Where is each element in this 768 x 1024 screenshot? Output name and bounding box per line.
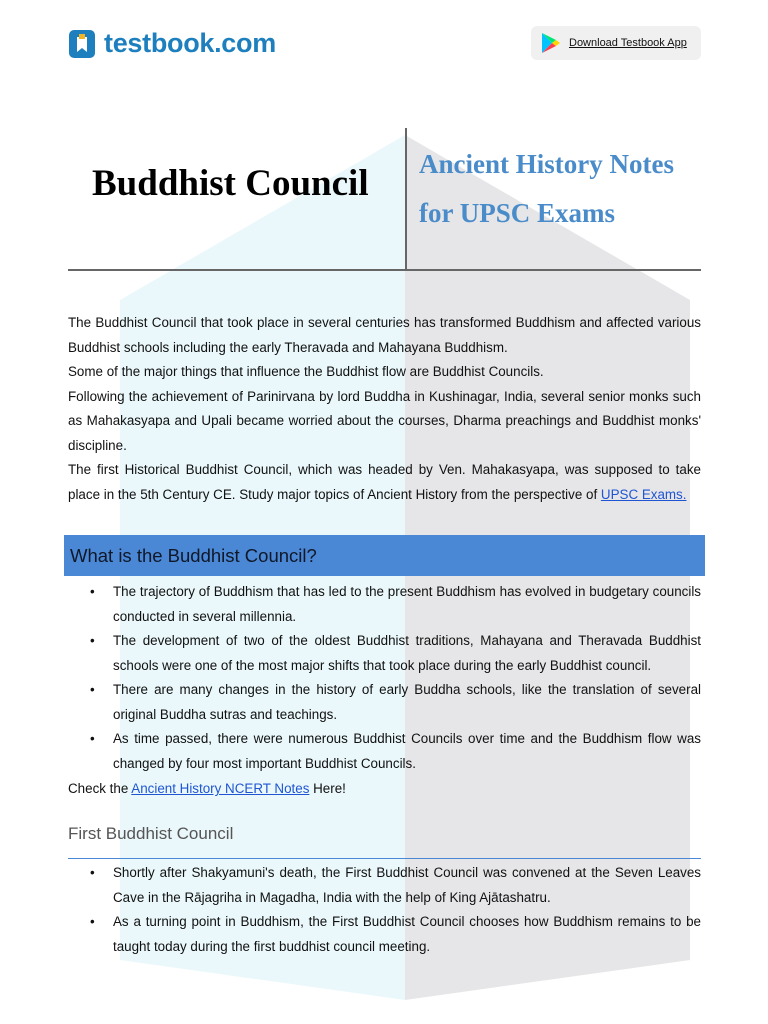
list-item [68,910,701,959]
list-item [68,629,701,678]
subtitle-line-2: for UPSC Exams [419,198,616,228]
list-item-text: The development of two of the oldest Buddhist traditions, Mahayana and Theravada Buddhist schools were one of the most major shifts that took place during the early Buddhist council. [113,633,701,673]
list-item-text: There are many changes in the history of early Buddha schools, like the translation of several original Buddha sutras and teachings. [113,682,701,722]
section2-bullet-list [68,861,701,959]
list-item [68,727,701,776]
logo-text: testbook.com [104,28,276,58]
list-item-text: As time passed, there were numerous Buddhist Councils over time and the Buddhism flow was changed by four most important Buddhist Councils. [113,731,701,771]
intro-paragraph-3: Following the achievement of Parinirvana by lord Buddha in Kushinagar, India, several senior monks such as Mahakasyapa and Upali became worried about the courses, Dharma preachings and Buddhist monks' discipline. [68,388,701,453]
intro-paragraph-2: Some of the major things that influence the Buddhist flow are Buddhist Councils. [68,364,544,379]
list-item-text: The trajectory of Buddhism that has led to the present Buddhism has evolved in budgetary councils conducted in several millennia. [113,584,701,624]
page-title: Buddhist Council [92,163,369,204]
section-heading-bar [64,535,705,576]
list-item [68,580,701,629]
download-app-label: Download Testbook App [569,37,687,49]
subtitle-line-1: Ancient History Notes [419,149,674,179]
intro-text [68,311,701,507]
intro-paragraph-1: The Buddhist Council that took place in several centuries has transformed Buddhism and affected various Buddhist schools including the early Theravada and Mahayana Buddhism. [68,315,701,355]
check-prefix: Check the [68,781,132,796]
list-item-text: Shortly after Shakyamuni's death, the First Buddhist Council was convened at the Seven Leaves Cave in the Rājagriha in Magadha, India with the help of King Ajātashatru. [113,865,701,905]
ncert-notes-link[interactable]: Ancient History NCERT Notes [131,781,310,796]
testbook-logo[interactable] [68,28,276,59]
section-heading: What is the Buddhist Council? [70,544,317,566]
intro-paragraph-4 [68,458,701,507]
list-item [68,678,701,727]
subsection-underline [68,858,701,859]
section1-bullet-list [68,580,701,776]
bullet-icon: • [90,682,95,697]
check-suffix: Here! [309,781,346,796]
bullet-icon: • [90,633,95,648]
download-app-button[interactable] [531,26,701,60]
check-notes-line [68,777,346,802]
bullet-icon: • [90,914,95,929]
title-divider-horizontal [68,269,701,271]
google-play-icon [541,32,561,54]
testbook-logo-icon [68,29,96,59]
list-item [68,861,701,910]
upsc-exams-link[interactable]: UPSC Exams. [600,486,687,502]
bullet-icon: • [90,731,95,746]
list-item-text: As a turning point in Buddhism, the First Buddhist Council chooses how Buddhism remains to be taught today during the first buddhist council meeting. [113,914,701,954]
bullet-icon: • [90,584,95,599]
title-divider-vertical [405,128,407,270]
bullet-icon: • [90,865,95,880]
intro-paragraph-4-text: The first Historical Buddhist Council, which was headed by Ven. Mahakasyapa, was supposed to take place in the 5th Century CE. Study major topics of Ancient History from the perspective of [68,462,701,502]
subsection-heading: First Buddhist Council [68,824,234,843]
page-subtitle [419,140,674,238]
